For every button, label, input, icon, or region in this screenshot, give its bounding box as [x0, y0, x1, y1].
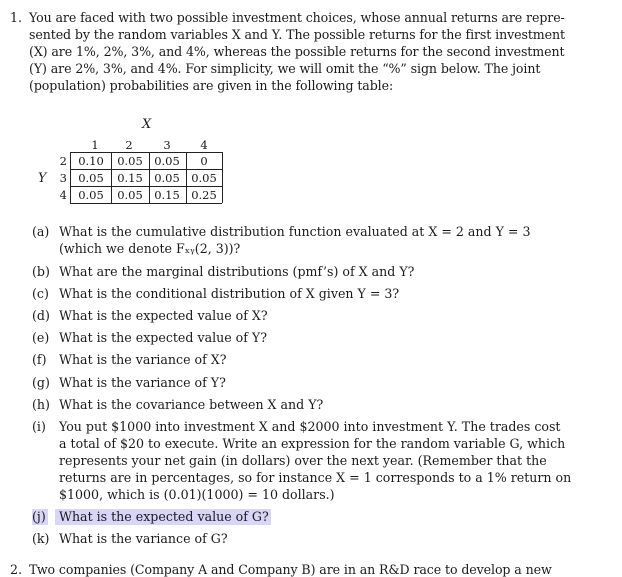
question-label-h: (h) [32, 397, 50, 412]
question-text-i: represents your net gain (in dollars) over the next year. (Remember that the [59, 453, 547, 468]
table-cell: 0.15 [154, 188, 180, 202]
question-text-a: What is the cumulative distribution function evaluated at X = 2 and Y = 3 [59, 224, 531, 239]
question-label-c: (c) [32, 286, 49, 301]
table-col-header: 3 [163, 138, 171, 152]
question-text-d: What is the expected value of X? [59, 308, 268, 323]
question-text-a: (which we denote Fₓᵧ(2, 3))? [59, 241, 241, 256]
problem-1-number: 1. [10, 10, 23, 25]
question-label-k: (k) [32, 531, 50, 546]
question-text-i: You put $1000 into investment X and $2000 into investment Y. The trades cost [59, 419, 561, 434]
question-text-i: returns are in percentages, so for instance X = 1 corresponds to a 1% return on [59, 470, 572, 485]
intro-line-5: (population) probabilities are given in the following table: [29, 78, 394, 93]
question-label-j: (j) [32, 509, 46, 524]
problem-2-number: 2. [10, 562, 23, 577]
question-text-g: What is the variance of Y? [59, 375, 226, 390]
question-text-j: What is the expected value of G? [55, 509, 271, 524]
table-cell: 0.05 [154, 154, 180, 168]
question-label-b: (b) [32, 264, 50, 279]
table-cell: 0.05 [117, 188, 143, 202]
question-text-f: What is the variance of X? [59, 352, 227, 367]
joint-probability-table [0, 0, 622, 220]
table-cell: 0.15 [117, 171, 143, 185]
table-row-header: 3 [59, 171, 67, 185]
question-label-a: (a) [32, 224, 50, 239]
table-col-header: 4 [200, 138, 208, 152]
intro-line-4: (Y) are 2%, 3%, and 4%. For simplicity, we will omit the “%” sign below. The joint [29, 61, 541, 76]
question-text-i: a total of $20 to execute. Write an expression for the random variable G, which [59, 436, 566, 451]
table-cell: 0.05 [117, 154, 143, 168]
table-cell: 0 [200, 154, 208, 168]
question-label-e: (e) [32, 330, 50, 345]
problem-2-text: Two companies (Company A and Company B) are in an R&D race to develop a new [29, 562, 552, 577]
table-cell: 0.25 [191, 188, 217, 202]
table-col-header: 1 [91, 138, 99, 152]
table-cell: 0.10 [78, 154, 104, 168]
question-text-c: What is the conditional distribution of X given Y = 3? [59, 286, 400, 301]
table-col-header: 2 [125, 138, 133, 152]
table-row-header: 4 [59, 188, 67, 202]
table-x-label: X [142, 117, 152, 132]
question-label-f: (f) [32, 352, 47, 367]
table-cell: 0.05 [154, 171, 180, 185]
table-row-header: 2 [59, 154, 67, 168]
question-label-d: (d) [32, 308, 50, 323]
question-label-i: (i) [32, 419, 46, 434]
table-y-label: Y [38, 170, 47, 185]
intro-line-2: sented by the random variables X and Y. The possible returns for the first investment [29, 27, 565, 42]
question-label-g: (g) [32, 375, 50, 390]
table-cell: 0.05 [191, 171, 217, 185]
question-text-b: What are the marginal distributions (pmf’s) of X and Y? [59, 264, 415, 279]
question-text-e: What is the expected value of Y? [59, 330, 267, 345]
question-text-k: What is the variance of G? [59, 531, 228, 546]
table-cell: 0.05 [78, 171, 104, 185]
question-text-i: $1000, which is (0.01)(1000) = 10 dollars.) [59, 487, 335, 502]
intro-line-1: You are faced with two possible investment choices, whose annual returns are repre- [29, 10, 565, 25]
table-cell: 0.05 [78, 188, 104, 202]
question-text-h: What is the covariance between X and Y? [59, 397, 324, 412]
intro-line-3: (X) are 1%, 2%, 3%, and 4%, whereas the possible returns for the second investment [29, 44, 565, 59]
